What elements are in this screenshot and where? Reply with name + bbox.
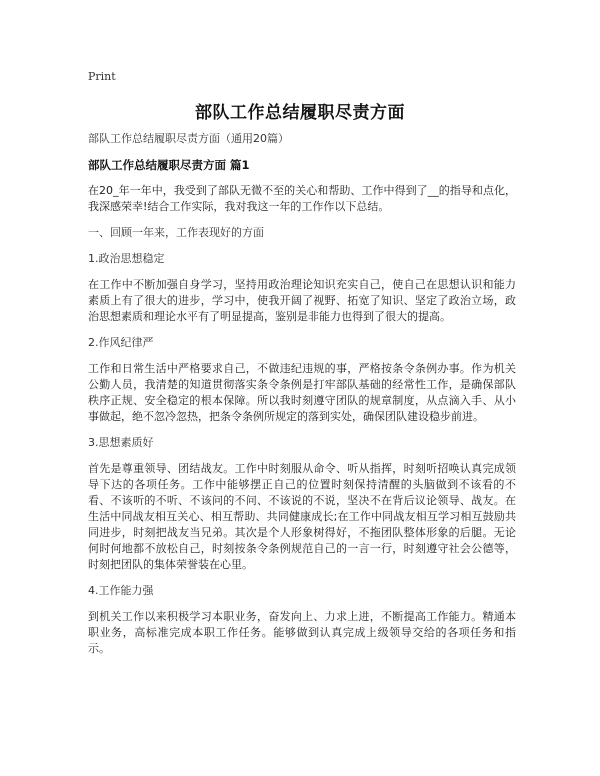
paragraph-political: 在工作中不断加强自身学习，坚持用政治理论知识充实自己，使自己在思想认识和能力素质上有了很大的进步，学习中，使我开阔了视野、拓宽了知识、坚定了政治立场，政治思想素质和理论水平有了明显提高，鉴别是非能力也得到了很大的提高。 [88, 278, 516, 323]
paragraph-quality: 首先是尊重领导、团结战友。工作中时刻服从命令、听从指挥，时刻听招唤认真完成领导下达的各项任务。工作中能够摆正自己的位置时刻保持清醒的头脑做到不该看的不看、不该听的不听、不该问的不问、不该说的不说，坚决不在背后议论领导、战友。在生活中同战友相互关心、相互帮助、共同健康成长;在工作中同战友相互学习相互鼓励共同进步，时刻把战友当兄弟。其次是个人形象树得好，不拖团队整体形象的后腿。无论何时何地都不放松自己，时刻按条令条例规范自己的一言一行，时刻遵守社会公德等，时刻把团队的集体荣誉装在心里。 [88, 462, 516, 571]
section-heading: 部队工作总结履职尽责方面 篇1 [88, 158, 250, 172]
document-subtitle: 部队工作总结履职尽责方面（通用20篇） [88, 132, 289, 145]
heading-review: 一、回顾一年来，工作表现好的方面 [88, 226, 264, 239]
heading-quality: 3.思想素质好 [88, 436, 154, 449]
page-title: 部队工作总结履职尽责方面 [195, 103, 405, 123]
paragraph-ability: 到机关工作以来积极学习本职业务，奋发向上、力求上进，不断提高工作能力。精通本职业务，高标准完成本职工作任务。能够做到认真完成上级领导交给的各项任务和指示。 [88, 610, 516, 655]
paragraph-discipline: 工作和日常生活中严格要求自己，不做违纪违规的事，严格按条令条例办事。作为机关公勤人员，我清楚的知道贯彻落实条令条例是打牢部队基础的经常性工作，是确保部队秩序正规、安全稳定的根本保障。所以我时刻遵守团队的规章制度，从点滴入手、从小事做起，绝不忽冷忽热，把条令条例所规定的落到实处，确保团队建设稳步前进。 [88, 362, 516, 423]
print-link[interactable]: Print [88, 70, 116, 83]
heading-political: 1.政治思想稳定 [88, 252, 165, 265]
document-body [88, 131, 516, 667]
heading-ability: 4.工作能力强 [88, 584, 154, 597]
heading-discipline: 2.作风纪律严 [88, 336, 154, 349]
paragraph-intro: 在20_年一年中，我受到了部队无微不至的关心和帮助、工作中得到了__的指导和点化，我深感荣幸!结合工作实际，我对我这一年的工作作以下总结。 [88, 184, 516, 213]
